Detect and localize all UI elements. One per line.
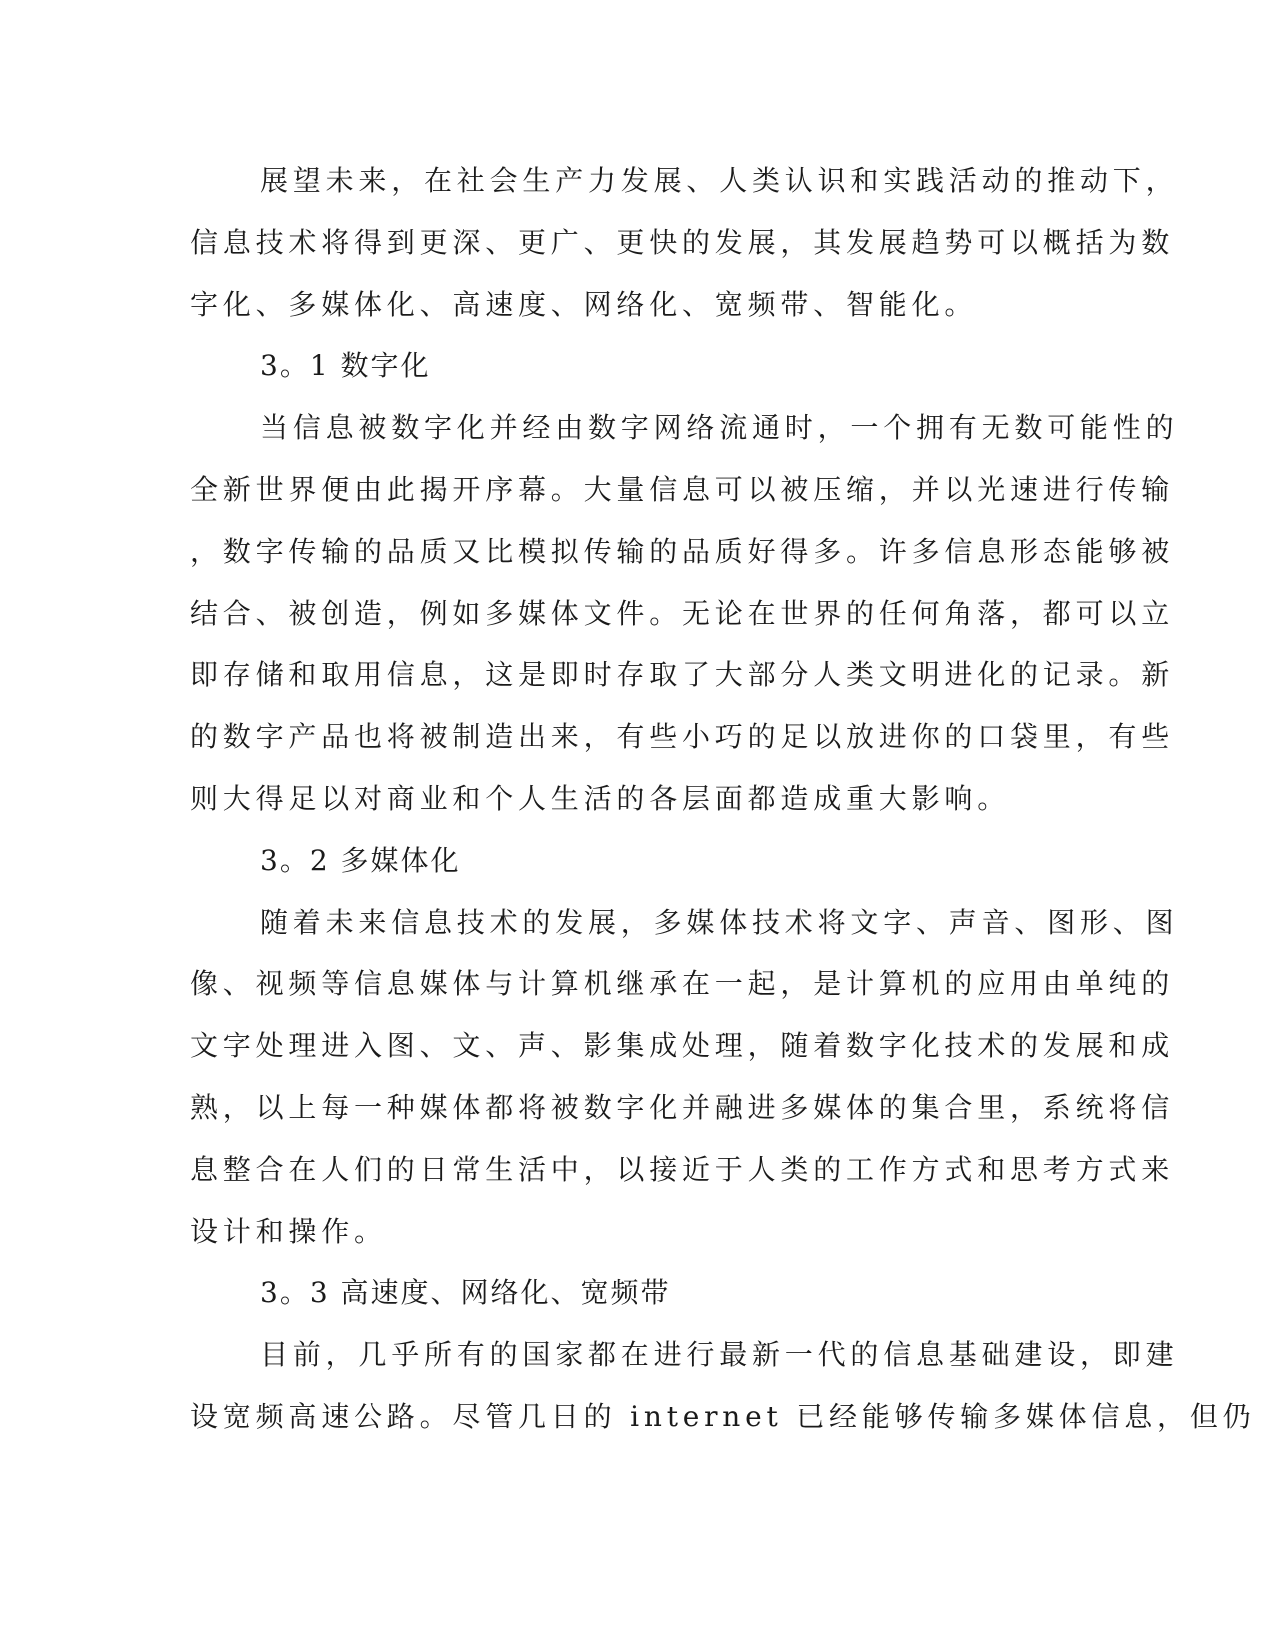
- paragraph-line: 全新世界便由此揭开序幕。大量信息可以被压缩，并以光速进行传输: [190, 472, 1175, 506]
- paragraph-line: 熟，以上每一种媒体都将被数字化并融进多媒体的集合里，系统将信: [190, 1090, 1175, 1124]
- section-heading-3-3: 3。3 高速度、网络化、宽频带: [260, 1276, 671, 1310]
- paragraph-line: 文字处理进入图、文、声、影集成处理，随着数字化技术的发展和成: [190, 1029, 1175, 1063]
- paragraph-line: 目前，几乎所有的国家都在进行最新一代的信息基础建设，即建: [260, 1338, 1179, 1372]
- paragraph-line: ，数字传输的品质又比模拟传输的品质好得多。许多信息形态能够被: [190, 534, 1175, 568]
- paragraph-line: 息整合在人们的日常生活中，以接近于人类的工作方式和思考方式来: [190, 1152, 1175, 1186]
- paragraph-line: 展望未来，在社会生产力发展、人类认识和实践活动的推动下，: [260, 164, 1179, 197]
- paragraph-line: 当信息被数字化并经由数字网络流通时，一个拥有无数可能性的: [260, 411, 1179, 445]
- paragraph-line: 结合、被创造，例如多媒体文件。无论在世界的任何角落，都可以立: [190, 596, 1175, 630]
- paragraph-line: 即存储和取用信息，这是即时存取了大部分人类文明进化的记录。新: [190, 658, 1175, 692]
- paragraph-line: 随着未来信息技术的发展，多媒体技术将文字、声音、图形、图: [260, 905, 1179, 939]
- paragraph-line: 的数字产品也将被制造出来，有些小巧的足以放进你的口袋里，有些: [190, 720, 1175, 754]
- paragraph-line: 则大得足以对商业和个人生活的各层面都造成重大影响。: [190, 781, 1011, 815]
- section-heading-3-2: 3。2 多媒体化: [260, 843, 461, 877]
- document-body: [190, 150, 1256, 1448]
- paragraph-line: 设宽频高速公路。尽管几日的 internet 已经能够传输多媒体信息，但仍: [190, 1399, 1256, 1433]
- section-heading-3-1: 3。1 数字化: [260, 349, 431, 383]
- paragraph-line: 信息技术将得到更深、更广、更快的发展，其发展趋势可以概括为数: [190, 225, 1175, 259]
- paragraph-line: 像、视频等信息媒体与计算机继承在一起，是计算机的应用由单纯的: [190, 967, 1175, 1001]
- paragraph-line: 设计和操作。: [190, 1214, 387, 1248]
- paragraph-line: 字化、多媒体化、高速度、网络化、宽频带、智能化。: [190, 287, 978, 321]
